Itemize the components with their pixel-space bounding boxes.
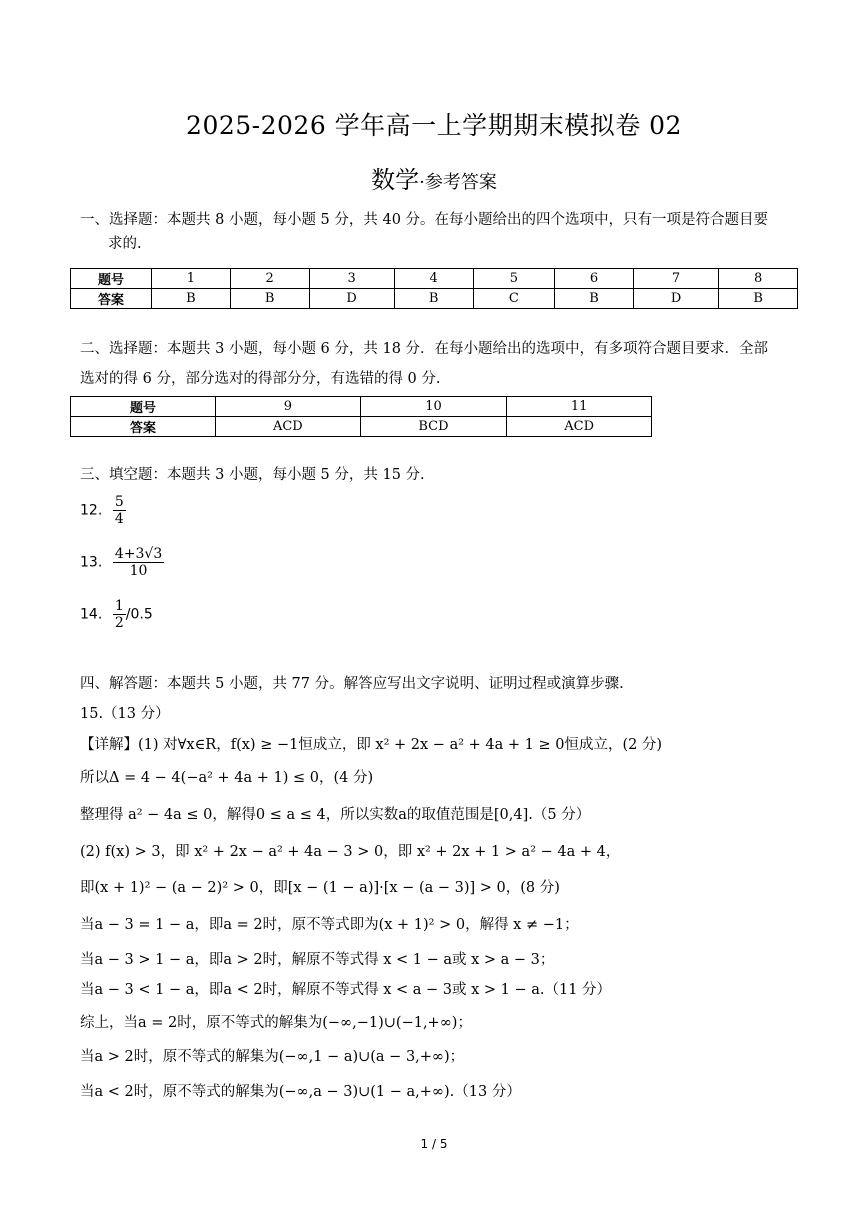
table-row bbox=[71, 397, 652, 417]
answer-cell: C bbox=[473, 289, 555, 309]
answer-cell: B bbox=[394, 289, 473, 309]
solution-line: 当a > 2时，原不等式的解集为(−∞,1 − a)∪(a − 3,+∞)； bbox=[80, 1049, 465, 1065]
table-row bbox=[71, 417, 652, 437]
table-row bbox=[71, 269, 798, 289]
section1-heading: 一、选择题：本题共 8 小题，每小题 5 分，共 40 分。在每小题给出的四个选项中，只有一项是符合题目要 求的. bbox=[80, 212, 769, 252]
answer-cell: D bbox=[309, 289, 394, 309]
answer-cell: B bbox=[152, 289, 231, 309]
answer-cell: BCD bbox=[360, 417, 507, 437]
solution-line: (2) f(x) > 3，即 x² + 2x − a² + 4a − 3 > 0，即 x² + 2x + 1 > a² − 4a + 4， bbox=[80, 844, 621, 860]
fraction: $\frac{4+3√3}{10}$ bbox=[114, 546, 163, 579]
row-label-question: 题号 bbox=[71, 397, 216, 417]
row-label-answer: 答案 bbox=[71, 417, 216, 437]
answer-cell: ACD bbox=[507, 417, 652, 437]
section3-heading: 三、填空题：本题共 3 小题，每小题 5 分，共 15 分. bbox=[80, 467, 425, 483]
solution-line: 即(x + 1)² − (a − 2)² > 0，即[x − (1 − a)]·[x − (a − 3)] > 0，(8 分) bbox=[80, 880, 560, 896]
answer-cell: B bbox=[230, 289, 309, 309]
row-label-question: 题号 bbox=[71, 269, 152, 289]
solution-line: 当a − 3 < 1 − a，即a < 2时，解原不等式得 x < a − 3或 x > 1 − a.（11 分） bbox=[80, 982, 612, 998]
question-number: 3 bbox=[309, 269, 394, 289]
question-number: 5 bbox=[473, 269, 555, 289]
answer-13: 13. $\frac{4+3√3}{10}$ bbox=[80, 546, 163, 579]
question-number: 2 bbox=[230, 269, 309, 289]
answer-cell: B bbox=[719, 289, 798, 309]
question-number: 7 bbox=[633, 269, 718, 289]
table-row bbox=[71, 289, 798, 309]
fraction: $\frac{1}{2}$ bbox=[114, 598, 124, 631]
answer-14: 14. $\frac{1}{2}$ /0.5 bbox=[80, 598, 153, 631]
section4-heading: 四、解答题：本题共 5 小题，共 77 分。解答应写出文字说明、证明过程或演算步骤. bbox=[80, 676, 624, 692]
solution-line: 当a − 3 > 1 − a，即a > 2时，解原不等式得 x < 1 − a或 x > a − 3； bbox=[80, 952, 555, 968]
fraction: $\frac{5}{4}$ bbox=[114, 494, 124, 527]
solution-line: 整理得 a² − 4a ≤ 0，解得0 ≤ a ≤ 4，所以实数a的取值范围是[0,4].（5 分） bbox=[80, 807, 591, 823]
question-number: 1 bbox=[152, 269, 231, 289]
question-number: 10 bbox=[360, 397, 507, 417]
page-number: 1 / 5 bbox=[420, 1137, 448, 1151]
solution-line: 当a − 3 = 1 − a，即a = 2时，原不等式即为(x + 1)² > 0，解得 x ≠ −1； bbox=[80, 917, 579, 933]
answer-cell: B bbox=[555, 289, 634, 309]
section2-answer-table bbox=[70, 396, 652, 437]
question-number: 4 bbox=[394, 269, 473, 289]
answer-cell: ACD bbox=[216, 417, 361, 437]
section2-heading: 二、选择题：本题共 3 小题，每小题 6 分，共 18 分．在每小题给出的选项中，有多项符合题目要求．全部 选对的得 6 分，部分选对的得部分分，有选错的得 0 分. bbox=[80, 341, 769, 387]
row-label-answer: 答案 bbox=[71, 289, 152, 309]
solution-line: 综上，当a = 2时，原不等式的解集为(−∞,−1)∪(−1,+∞)； bbox=[80, 1015, 472, 1031]
question-number: 8 bbox=[719, 269, 798, 289]
solution-line: 【详解】(1) 对∀x∈R，f(x) ≥ −1恒成立，即 x² + 2x − a² + 4a + 1 ≥ 0恒成立，(2 分) bbox=[80, 737, 663, 753]
answer-cell: D bbox=[633, 289, 718, 309]
page-title: 2025-2026 学年高一上学期期末模拟卷 02 bbox=[186, 111, 682, 140]
question-number: 11 bbox=[507, 397, 652, 417]
section1-answer-table bbox=[70, 268, 798, 309]
question-15-title: 15.（13 分） bbox=[80, 706, 170, 722]
answer-12: 12. $\frac{5}{4}$ bbox=[80, 494, 124, 527]
solution-line: 所以Δ = 4 − 4(−a² + 4a + 1) ≤ 0，(4 分) bbox=[80, 770, 374, 786]
question-number: 9 bbox=[216, 397, 361, 417]
page-subtitle bbox=[0, 160, 868, 195]
question-number: 6 bbox=[555, 269, 634, 289]
subtitle-subject: 数学 bbox=[371, 166, 420, 194]
subtitle-suffix: ·参考答案 bbox=[419, 172, 497, 193]
solution-line: 当a < 2时，原不等式的解集为(−∞,a − 3)∪(1 − a,+∞).（13 分） bbox=[80, 1084, 521, 1100]
